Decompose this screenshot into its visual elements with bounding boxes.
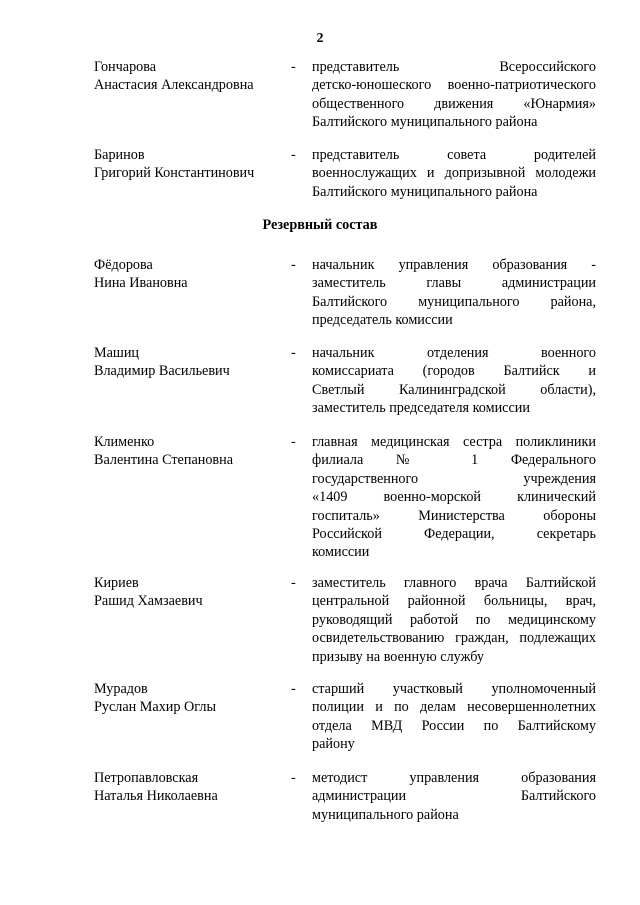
role-line: освидетельствованию граждан, подлежащих (312, 630, 596, 647)
role-line: филиала № 1 Федерального (312, 452, 596, 469)
member-name (94, 146, 284, 183)
dash-separator: - (291, 575, 296, 591)
member-given-names: Анастасия Александровна (94, 77, 254, 94)
role-line: комиссии (312, 544, 370, 561)
dash-separator: - (291, 59, 296, 75)
role-line: администрации Балтийского (312, 788, 596, 805)
role-line: полиции и по делам несовершеннолетних (312, 699, 596, 716)
role-line: отдела МВД России по Балтийскому (312, 717, 596, 734)
role-line: району (312, 736, 355, 753)
role-line: военнослужащих и допризывной молодежи (312, 165, 596, 182)
role-line: заместитель председателя комиссии (312, 400, 530, 417)
member-name (94, 574, 284, 611)
dash-separator: - (291, 681, 296, 697)
member-name (94, 58, 284, 95)
role-line: комиссариата (городов Балтийск и (312, 363, 596, 380)
member-surname: Баринов (94, 147, 145, 163)
member-surname: Фёдорова (94, 257, 153, 273)
dash-separator: - (291, 345, 296, 361)
member-role (312, 58, 596, 132)
member-surname: Машиц (94, 345, 140, 361)
member-surname: Петропавловская (94, 770, 199, 786)
role-line: Светлый Калининградской области), (312, 381, 596, 398)
member-surname: Мурадов (94, 681, 148, 697)
role-line: общественного движения «Юнармия» (312, 95, 596, 112)
member-role (312, 146, 596, 201)
role-line: представитель совета родителей (312, 147, 596, 163)
role-line: государственного учреждения (312, 470, 596, 487)
member-name (94, 344, 284, 381)
member-given-names: Рашид Хамзаевич (94, 593, 203, 610)
member-role (312, 344, 596, 418)
dash-separator: - (291, 147, 296, 163)
role-line: председатель комиссии (312, 312, 453, 329)
role-line: заместитель главы администрации (312, 275, 596, 292)
member-role (312, 680, 596, 754)
role-line: старший участковый уполномоченный (312, 681, 596, 697)
role-line: руководящий работой по медицинскому (312, 611, 596, 628)
role-line: Балтийского муниципального района (312, 183, 538, 200)
member-name (94, 769, 284, 806)
role-line: начальник управления образования - (312, 257, 596, 273)
role-line: муниципального района (312, 806, 459, 823)
role-line: Балтийского муниципального района (312, 114, 538, 131)
member-given-names: Наталья Николаевна (94, 788, 218, 805)
role-line: заместитель главного врача Балтийской (312, 575, 596, 591)
dash-separator: - (291, 434, 296, 450)
role-line: центральной районной больницы, врач, (312, 593, 596, 610)
member-given-names: Валентина Степановна (94, 452, 234, 469)
member-surname: Кириев (94, 575, 139, 591)
page-number: 2 (316, 31, 324, 46)
role-line: Балтийского муниципального района, (312, 293, 596, 310)
role-line: «1409 военно-морской клинический (312, 489, 596, 506)
member-name (94, 433, 284, 470)
role-line: главная медицинская сестра поликлиники (312, 434, 596, 450)
member-role (312, 769, 596, 824)
member-surname: Клименко (94, 434, 155, 450)
section-title-reserve: Резервный состав (262, 217, 378, 233)
member-given-names: Владимир Васильевич (94, 363, 230, 380)
role-line: Российской Федерации, секретарь (312, 526, 596, 543)
role-line: начальник отделения военного (312, 345, 596, 361)
dash-separator: - (291, 770, 296, 786)
member-given-names: Григорий Константинович (94, 165, 255, 182)
member-name (94, 256, 284, 293)
role-line: детско-юношеского военно-патриотического (312, 77, 596, 94)
member-given-names: Руслан Махир Оглы (94, 699, 216, 716)
dash-separator: - (291, 257, 296, 273)
role-line: методист управления образования (312, 770, 596, 786)
member-name (94, 680, 284, 717)
member-given-names: Нина Ивановна (94, 275, 188, 292)
role-line: госпиталь» Министерства обороны (312, 507, 596, 524)
member-role (312, 256, 596, 330)
role-line: призыву на военную службу (312, 648, 484, 665)
member-surname: Гончарова (94, 59, 157, 75)
role-line: представитель Всероссийского (312, 59, 596, 75)
member-role (312, 433, 596, 562)
member-role (312, 574, 596, 666)
